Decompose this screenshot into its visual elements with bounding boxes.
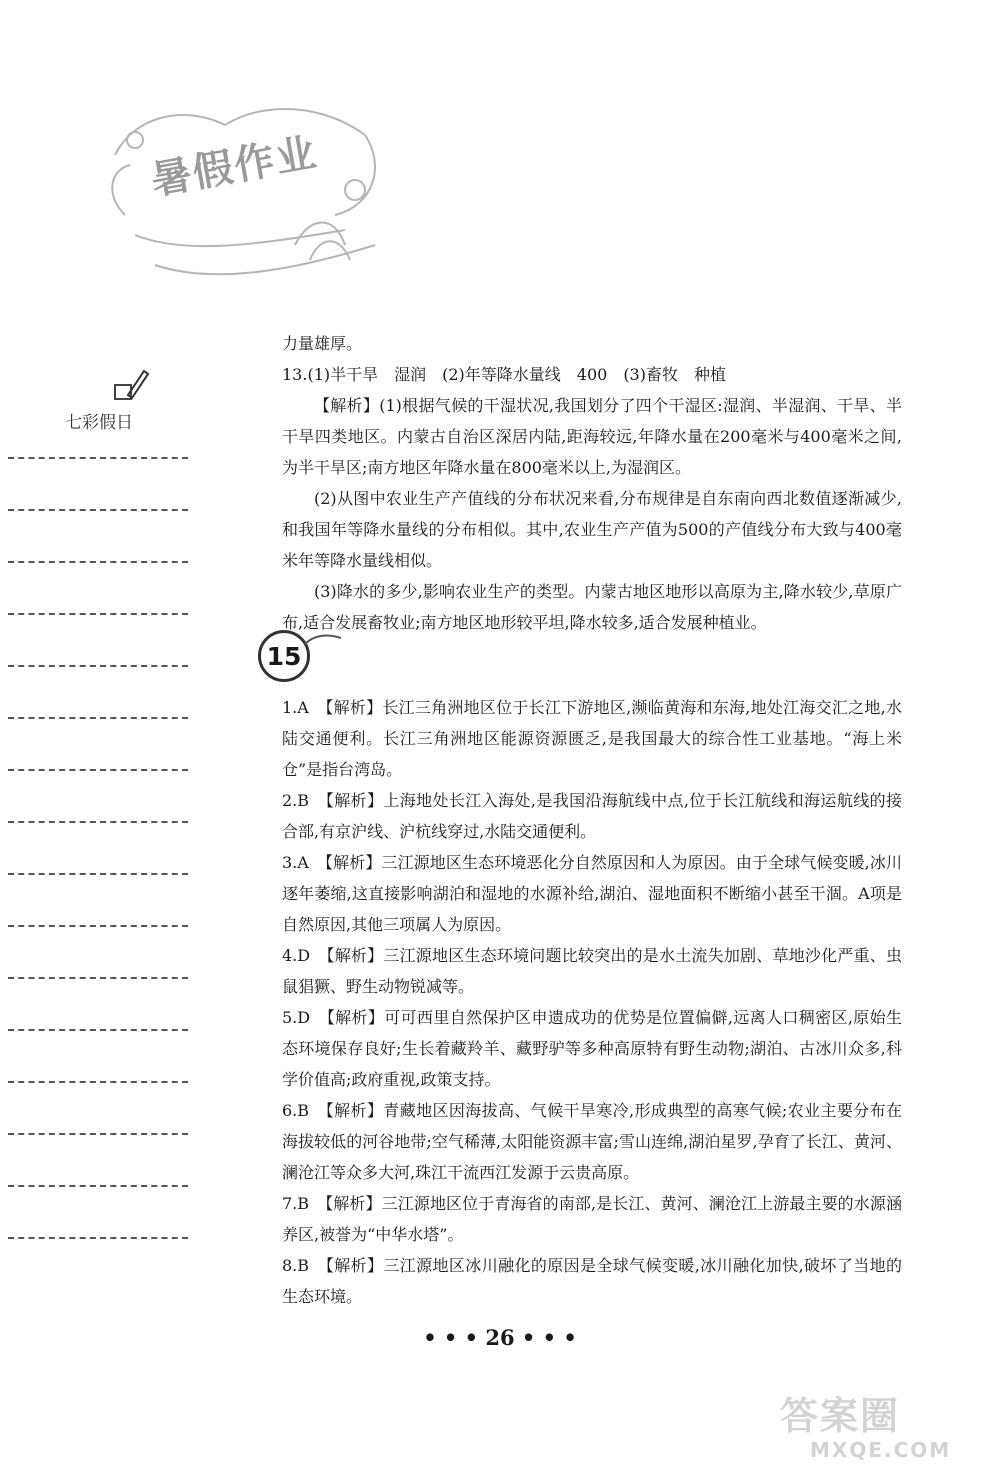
- note-line: [8, 873, 188, 875]
- note-line: [8, 1237, 188, 1239]
- logo-title: 暑假作业: [147, 129, 322, 205]
- pen-icon: [110, 365, 152, 407]
- note-line: [8, 1029, 188, 1031]
- note-line: [8, 613, 188, 615]
- note-line: [8, 769, 188, 771]
- watermark-url: MXQE.COM: [810, 1438, 952, 1462]
- answer-item: 7.B 【解析】三江源地区位于青海省的南部,是长江、黄河、澜沧江上游最主要的水源涵养区,被誉为“中华水塔”。: [282, 1194, 902, 1244]
- note-line: [8, 925, 188, 927]
- sidebar-title: 七彩假日: [65, 413, 133, 433]
- answer-text: 力量雄厚。: [282, 334, 363, 353]
- note-line: [8, 1081, 188, 1083]
- answer-item: 1.A 【解析】长江三角洲地区位于长江下游地区,濒临黄海和东海,地处江海交汇之地,水陆交通便利。长江三角洲地区能源资源匮乏,是我国最大的综合性工业基地。“海上米仓”是指台湾岛。: [282, 698, 902, 779]
- note-line: [8, 821, 188, 823]
- section-number-badge: 15: [258, 630, 310, 682]
- answer-item: 4.D 【解析】三江源地区生态环境问题比较突出的是水土流失加剧、草地沙化严重、虫鼠猖獗、野生动物锐减等。: [282, 946, 902, 996]
- note-line: [8, 717, 188, 719]
- analysis-text: (3)降水的多少,影响农业生产的类型。内蒙古地区地形以高原为主,降水较少,草原广布,适合发展畜牧业;南方地区地形较平坦,降水较多,适合发展种植业。: [282, 582, 902, 632]
- watermark: [780, 1385, 980, 1465]
- answer-item: 5.D 【解析】可可西里自然保护区申遗成功的优势是位置偏僻,远离人口稠密区,原始生态环境保存良好;生长着藏羚羊、藏野驴等多种高原特有野生动物;湖泊、古冰川众多,科学价值高;政府重视,政策支持。: [282, 1008, 902, 1089]
- note-line: [8, 509, 188, 511]
- summer-homework-logo: [95, 95, 395, 295]
- answer-item: 2.B 【解析】上海地处长江入海处,是我国沿海航线中点,位于长江航线和海运航线的接合部,有京沪线、沪杭线穿过,水陆交通便利。: [282, 791, 902, 841]
- section-15: [282, 692, 902, 1312]
- answer-item: 8.B 【解析】三江源地区冰川融化的原因是全球气候变暖,冰川融化加快,破坏了当地的生态环境。: [282, 1256, 902, 1306]
- swoosh-decoration: [303, 630, 343, 650]
- analysis-text: 【解析】(1)根据气候的干湿状况,我国划分了四个干湿区:湿润、半湿润、干旱、半干旱四类地区。内蒙古自治区深居内陆,距海较远,年降水量在200毫米与400毫米之间,为半干旱区;南方地区年降水量在800毫米以上,为湿润区。: [282, 396, 902, 477]
- note-line: [8, 1185, 188, 1187]
- watermark-logo-text: 答案圈: [780, 1394, 901, 1438]
- analysis-text: (2)从图中农业生产产值线的分布状况来看,分布规律是自东南向西北数值逐渐减少,和我国年等降水量线的分布相似。其中,农业生产产值为500的产值线分布大致与400毫米年等降水量线相似。: [282, 489, 902, 570]
- note-line: [8, 977, 188, 979]
- answer-text: 13.(1)半干旱 湿润 (2)年等降水量线 400 (3)畜牧 种植: [282, 365, 726, 384]
- note-line: [8, 665, 188, 667]
- answer-item: 3.A 【解析】三江源地区生态环境恶化分自然原因和人为原因。由于全球气候变暖,冰川逐年萎缩,这直接影响湖泊和湿地的水源补给,湖泊、湿地面积不断缩小甚至干涸。A项是自然原因,其他三项属人为原因。: [282, 853, 902, 934]
- section-13: [282, 328, 902, 638]
- note-line: [8, 457, 188, 459]
- page-number: • • • 26 • • •: [423, 1325, 577, 1350]
- note-line: [8, 561, 188, 563]
- answer-item: 6.B 【解析】青藏地区因海拔高、气候干旱寒冷,形成典型的高寒气候;农业主要分布在海拔较低的河谷地带;空气稀薄,太阳能资源丰富;雪山连绵,湖泊星罗,孕育了长江、黄河、澜沧江等众多大河,珠江干流西江发源于云贵高原。: [282, 1101, 902, 1182]
- note-line: [8, 1133, 188, 1135]
